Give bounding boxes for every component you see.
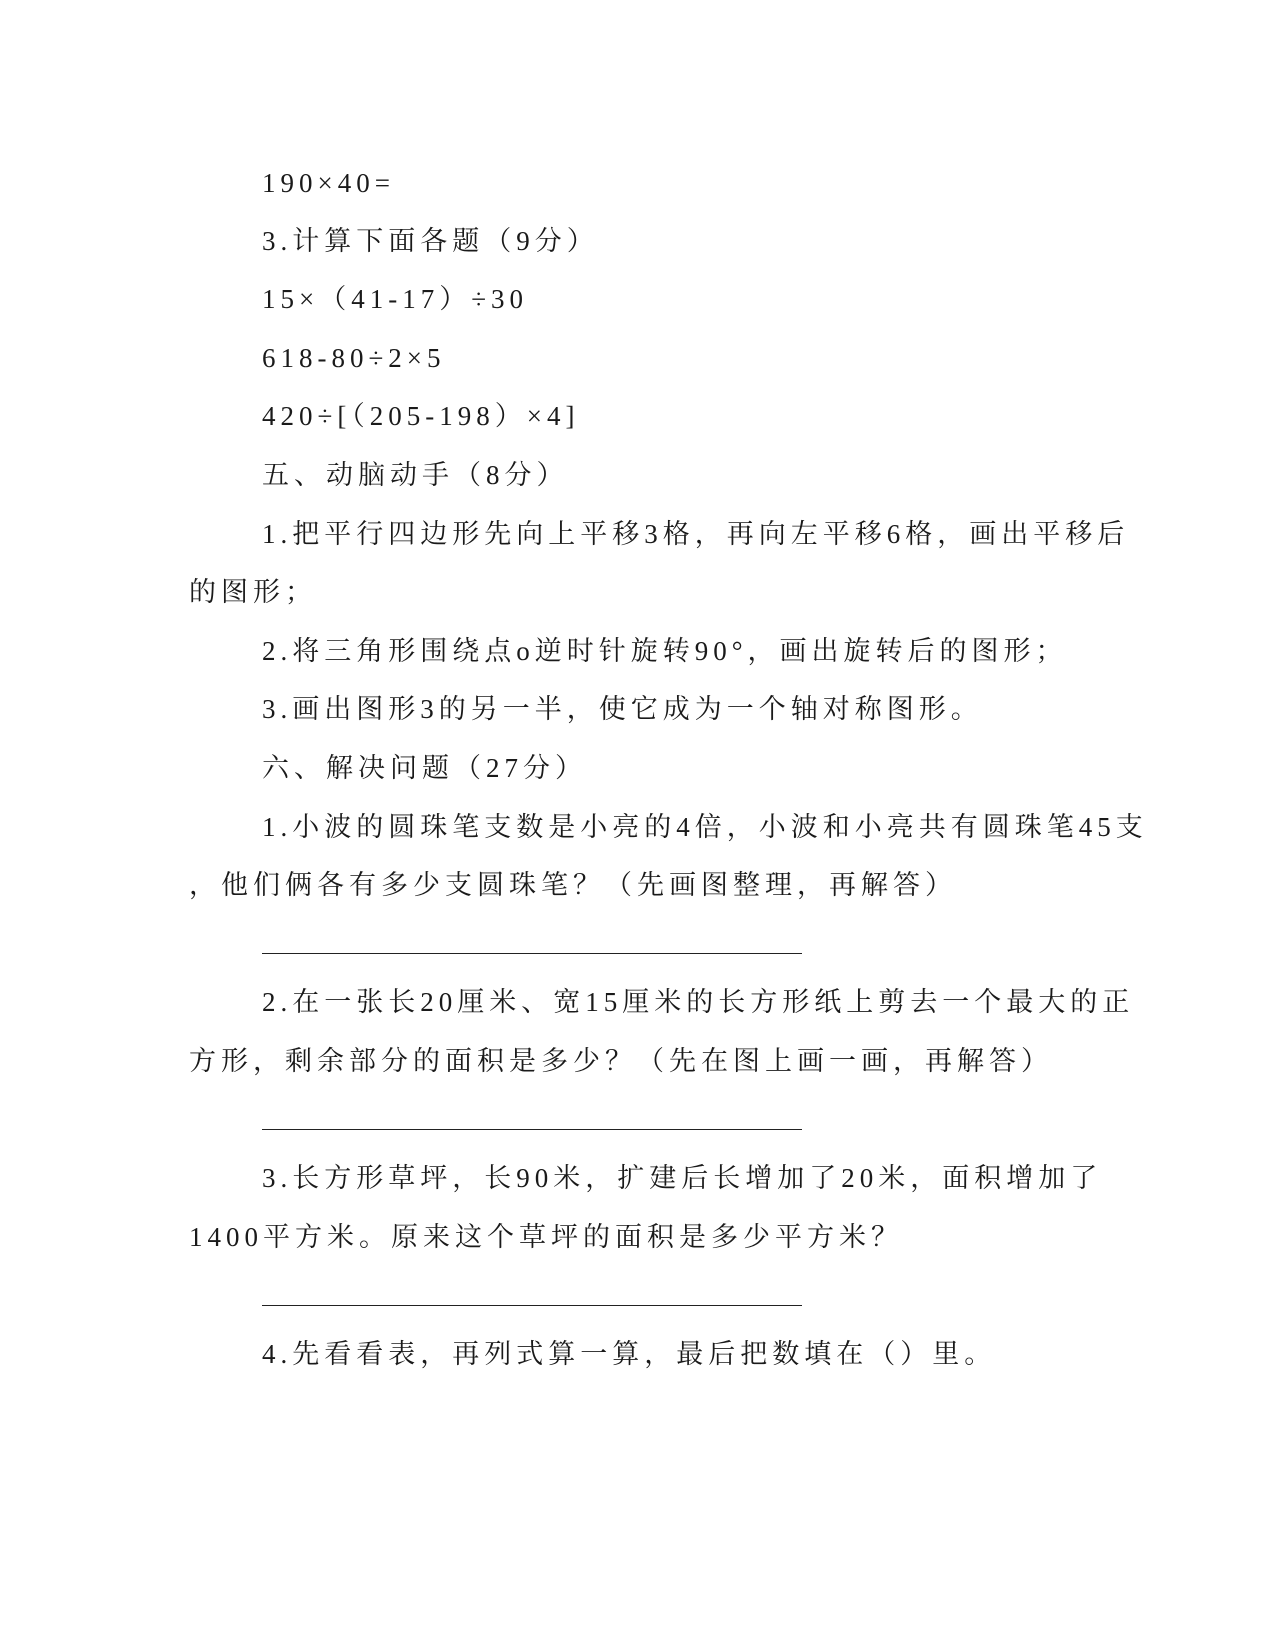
question-text: 的图形；	[189, 577, 317, 607]
section-heading: 六、解决问题（27分）	[262, 753, 587, 783]
question-text: 1.小波的圆珠笔支数是小亮的4倍，小波和小亮共有圆珠笔45支	[262, 812, 1148, 842]
question-text: 1.把平行四边形先向上平移3格，再向左平移6格，画出平移后	[262, 519, 1130, 549]
answer-line	[262, 1305, 802, 1306]
question-text: ，他们俩各有多少支圆珠笔？（先画图整理，再解答）	[189, 870, 957, 900]
section-heading: 3.计算下面各题（9分）	[262, 226, 599, 256]
expression-line: 618-80÷2×5	[262, 343, 446, 373]
question-text: 3.长方形草坪，长90米，扩建后长增加了20米，面积增加了	[262, 1163, 1103, 1193]
question-text: 4.先看看表，再列式算一算，最后把数填在（）里。	[262, 1339, 997, 1369]
question-text: 方形，剩余部分的面积是多少？（先在图上画一画，再解答）	[189, 1046, 1053, 1076]
answer-line	[262, 1129, 802, 1130]
question-text: 3.画出图形3的另一半，使它成为一个轴对称图形。	[262, 694, 983, 724]
question-text: 2.将三角形围绕点o逆时针旋转90°，画出旋转后的图形；	[262, 636, 1068, 666]
expression-line: 15×（41-17）÷30	[262, 284, 529, 314]
section-heading: 五、动脑动手（8分）	[262, 460, 569, 490]
question-text: 2.在一张长20厘米、宽15厘米的长方形纸上剪去一个最大的正	[262, 987, 1135, 1017]
expression-line: 420÷[（205-198）×4]	[262, 401, 580, 431]
text-line: 190×40=	[262, 168, 395, 198]
answer-line	[262, 953, 802, 954]
question-text: 1400平方米。原来这个草坪的面积是多少平方米？	[189, 1222, 903, 1252]
